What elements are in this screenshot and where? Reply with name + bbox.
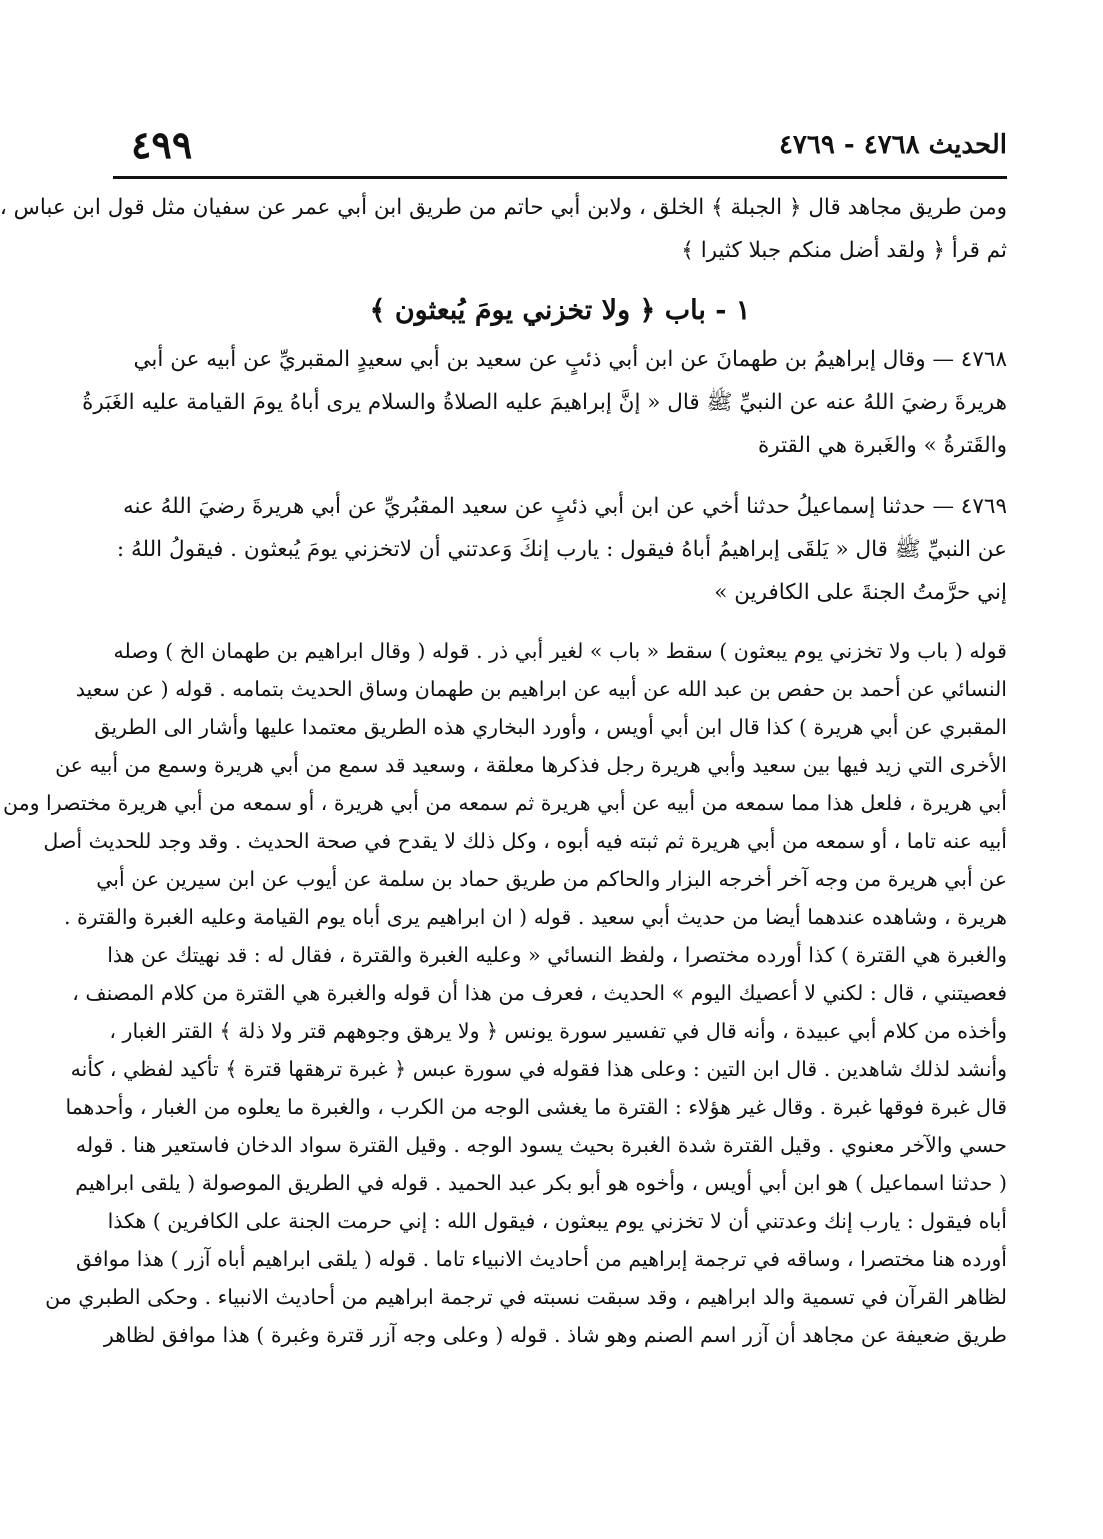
- text-line: ٤٧٦٩ — حدثنا إسماعيلُ حدثنا أخي عن ابن أبي ذئبٍ عن سعيد المقبُريِّ عن أبي هريرةَ رضيَ اللهُ عنه: [122, 494, 1007, 519]
- text-line: الأخرى التي زيد فيها بين سعيد وأبي هريرة رجل فذكرها معلقة ، وسعيد قد سمع من أبي هريرة وسمع من أبيه عن: [55, 753, 1007, 777]
- text-line: طريق ضعيفة عن مجاهد أن آزر اسم الصنم وهو شاذ . قوله ( وعلى وجه آزر قترة وغبرة ) هذا موافق لظاهر: [103, 1323, 1007, 1347]
- text-line: ثم قرأ ﴿ ولقد أضل منكم جبلا كثيرا ﴾: [681, 238, 1007, 263]
- text-line: أباه فيقول : يارب إنك وعدتني أن لا تخزني يوم يبعثون ، فيقول الله : إني حرمت الجنة على الكافرين ) هكذا: [107, 1209, 1007, 1233]
- text-line: قوله ( باب ولا تخزني يوم يبعثون ) سقط « باب » لغير أبي ذر . قوله ( وقال ابراهيم بن طهمان الخ ) وصله: [113, 639, 1007, 663]
- text-line: عن أبي هريرة من وجه آخر أخرجه البزار والحاكم من طريق حماد بن سلمة عن أيوب عن ابن سيرين عن أبي: [96, 867, 1007, 891]
- text-line: عن النبيِّ ﷺ قال « يَلقَى إبراهيمُ أباهُ فيقول : يارب إنكَ وَعدتني أن لاتخزني يومَ يُبعثون . فيقولُ اللهُ :: [116, 537, 1007, 562]
- text-line: النسائي عن أحمد بن حفص بن عبد الله عن أبيه عن ابراهيم بن طهمان وساق الحديث بتمامه . قوله ( عن سعيد: [75, 677, 1007, 701]
- text-line: ٤٧٦٨ — وقال إبراهيمُ بن طهمانَ عن ابن أبي ذئبٍ عن سعيد بن أبي سعيدٍ المقبريِّ عن أبيه عن أبي: [133, 347, 1007, 372]
- text-line: والقَترةُ » والغَبرة هي القترة: [757, 433, 1007, 458]
- commentary: [3, 632, 1007, 1354]
- text-line: أبيه عنه تاما ، أو سمعه من أبي هريرة ثم ثبته فيه أبوه ، وكل ذلك لا يقدح في صحة الحديث . وقد وجد للحديث أصل: [43, 829, 1007, 853]
- intro-paragraph: [0, 186, 1007, 272]
- page-header: [113, 122, 1007, 176]
- text-line: حسي والآخر معنوي . وقيل القترة شدة الغبرة بحيث يسود الوجه . وقيل القترة سواد الدخان فاستعير هنا . قوله: [75, 1133, 1007, 1157]
- page-body: [0, 186, 1007, 1354]
- text-line: هريرة ، وشاهده عندهما أيضا من حديث أبي سعيد . قوله ( ان ابراهيم يرى أباه يوم القيامة وعليه الغبرة والقترة .: [63, 905, 1007, 929]
- text-line: ( حدثنا اسماعيل ) هو ابن أبي أويس ، وأخوه هو أبو بكر عبد الحميد . قوله في الطريق الموصولة ( يلقى ابراهيم: [75, 1171, 1007, 1195]
- text-line: إني حرَّمتُ الجنةَ على الكافرين »: [714, 580, 1007, 605]
- page-number: ٤٩٩: [131, 122, 193, 167]
- text-line: والغبرة هي القترة ) كذا أورده مختصرا ، ولفظ النسائي « وعليه الغبرة والقترة ، فقال له : قد نهيتك عن هذا: [107, 943, 1007, 967]
- text-line: هريرةَ رضيَ اللهُ عنه عن النبيِّ ﷺ قال « إنَّ إبراهيمَ عليه الصلاةُ والسلام يرى أباهُ يومَ القيامة عليه الغَبَرةُ: [82, 390, 1007, 415]
- running-title: الحديث ٤٧٦٨ - ٤٧٦٩: [778, 130, 1007, 160]
- text-line: المقبري عن أبي هريرة ) كذا قال ابن أبي أويس ، وأورد البخاري هذه الطريق معتمدا عليها وأشار الى الطريق: [94, 715, 1007, 739]
- text-line: قال غبرة فوقها غبرة . وقال غير هؤلاء : القترة ما يغشى الوجه من الكرب ، والغبرة ما يعلوه من الغبار ، وأحدهما: [65, 1095, 1007, 1119]
- hadith-4768: [82, 338, 1007, 467]
- text-line: أورده هنا مختصرا ، وساقه في ترجمة إبراهيم من أحاديث الانبياء تاما . قوله ( يلقى ابراهيم أباه آزر ) هذا موافق: [76, 1247, 1007, 1271]
- text-line: لظاهر القرآن في تسمية والد ابراهيم ، وقد سبقت نسبته في ترجمة ابراهيم من أحاديث الانبياء . وحكى الطبري من: [45, 1285, 1007, 1309]
- text-line: وأنشد لذلك شاهدين . قال ابن التين : وعلى هذا فقوله في سورة عبس ﴿ غبرة ترهقها قترة ﴾ تأكيد لفظي ، كأنه: [70, 1057, 1007, 1081]
- text-line: أبي هريرة ، فلعل هذا مما سمعه من أبيه عن أبي هريرة ثم سمعه من أبي هريرة ، أو سمعه من أبي هريرة مختصرا ومن: [3, 791, 1007, 815]
- text-line: وأخذه من كلام أبي عبيدة ، وأنه قال في تفسير سورة يونس ﴿ ولا يرهق وجوههم قتر ولا ذلة ﴾ القتر الغبار ،: [109, 1019, 1007, 1043]
- chapter-heading: ١ - باب ﴿ ولا تخزني يومَ يُبعثون ﴾: [369, 295, 751, 326]
- hadith-4769: [113, 485, 1007, 614]
- text-line: ومن طريق مجاهد قال ﴿ الجبلة ﴾ الخلق ، ولابن أبي حاتم من طريق ابن أبي عمر عن سفيان مثل قول ابن عباس ،: [0, 195, 1007, 220]
- text-line: فعصيتني ، قال : لكني لا أعصيك اليوم » الحديث ، فعرف من هذا أن قوله والغبرة هي القترة من كلام المصنف ،: [72, 981, 1007, 1005]
- header-rule: [113, 176, 1007, 179]
